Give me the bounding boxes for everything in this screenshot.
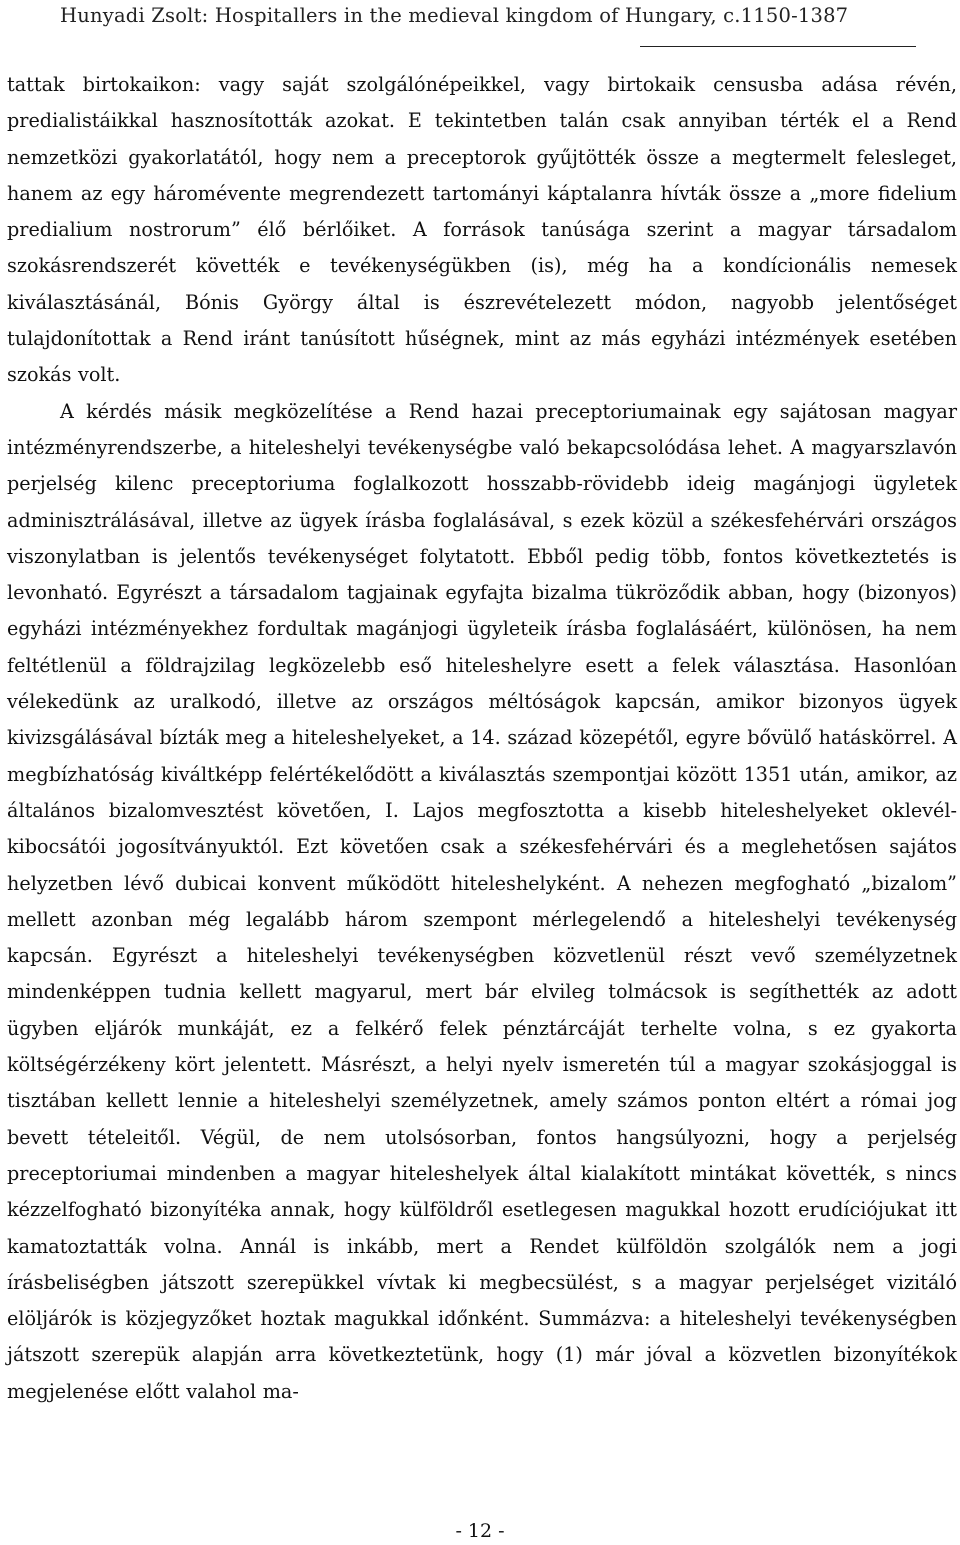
paragraph-2-text: A kérdés másik megközelítése a Rend hazai preceptoriumainak egy sajátosan magyar intézményrendszerbe, a hiteleshelyi tevékenységbe való bekapcsolódása lehet. A magyarszlavón perjelség kilenc preceptoriuma foglalkozott hosszabb-rövidebb ideig magánjogi ügyletek adminisztrálásával, illetve az ügyek írásba foglalásával, s ezek közül a székesfehérvári országos viszonylatban is jelentős tevékenységet folytatott. Ebből pedig több, fontos következtetés is levonható. Egyrészt a társadalom tagjainak egyfajta bizalma tükröződik abban, hogy (bizonyos) egyházi intézményekhez fordultak magánjogi ügyleteik írásba foglalásáért, különösen, ha nem feltétlenül a földrajzilag legközelebb eső hiteleshelyre esett a felek választása. Hasonlóan vélekedünk az uralkodó, illetve az országos méltóságok kapcsán, amikor bizonyos ügyek kivizsgálásával bízták meg a hiteleshelyeket, a 14. század közepétől, egyre bővülő hatáskörrel. A megbízhatóság kiváltképp felértékelődött a kiválasztás szempontjai között 1351 után, amikor, az általános bizalomvesztést követően, I. Lajos megfosztotta a kisebb hiteleshelyeket oklevél-kibocsátói jogosítványuktól. Ezt követően csak a székesfehérvári és a meglehetősen sajátos helyzetben lévő dubicai konvent működött hiteleshelyként. A nehezen megfogható „bizalom” mellett azonban még legalább három szempont mérlegelendő a hiteleshelyi tevékenység kapcsán. Egyrészt a hiteleshelyi tevékenységben közvetlenül részt vevő személyzetnek mindenképpen tudnia kellett magyarul, mert bár elvileg tolmácsok is segíthették az adott ügyben eljárók munkáját, ez a felkérő felek pénztárcáját terhelte volna, s ez gyakorta költségérzékeny kört jelentett. Másrészt, a helyi nyelv ismeretén túl a magyar szokásjoggal is tisztában kellett lennie a hiteleshelyi személyzetnek, amely számos ponton eltért a római jog bevett tételeitől. Végül, de nem utolsósorban, fontos hangsúlyozni, hogy a perjelség preceptoriumai mindenben a magyar hiteleshelyek által kialakított mintákat követték, s nincs kézzelfogható bizonyítéka annak, hogy külföldről esetlegesen magukkal hozott erudíciójukat itt kamatoztatták volna. Annál is inkább, mert a Rendet külföldön szolgálók nem a jogi írásbeliségben játszott szerepükkel vívtak ki megbecsülést, s a magyar perjelséget vizitáló elöljárók is közjegyzőket hoztak magukkal időnként. Summázva: a hiteleshelyi tevékenységben játszott szerepük alapján arra következtetünk, hogy (1) már jóval a közvetlen bizonyítékok megjelenése előtt valahol ma- [7, 399, 957, 1403]
header-rule [640, 46, 916, 47]
paragraph-1-text: tattak birtokaikon: vagy saját szolgálónépeikkel, vagy birtokaik censusba adása révén, predialistáikkal hasznosították azokat. E tekintetben talán csak annyiban térték el a Rend nemzetközi gyakorlatától, hogy nem a preceptorok gyűjtötték össze a megtermelt felesleget, hanem az egy háromévente megrendezett tartományi káptalanra hívták össze a „more fidelium predialium nostrorum” élő bérlőiket. A források tanúsága szerint a magyar társadalom szokásrendszerét követték e tevékenységükben (is), még ha a kondícionális nemesek kiválasztásánál, Bónis György által is észrevételezett módon, nagyobb jelentőséget tulajdonítottak a Rend iránt tanúsított hűségnek, mint az más egyházi intézmények esetében szokás volt. [7, 73, 957, 387]
body-text [7, 67, 957, 1410]
paragraph-1 [7, 67, 957, 394]
running-header [60, 4, 930, 27]
paragraph-2 [7, 394, 957, 1410]
running-header-title: Hunyadi Zsolt: Hospitallers in the medieval kingdom of Hungary, c.1150-1387 [60, 4, 849, 27]
page-number: - 12 - [455, 1520, 505, 1542]
